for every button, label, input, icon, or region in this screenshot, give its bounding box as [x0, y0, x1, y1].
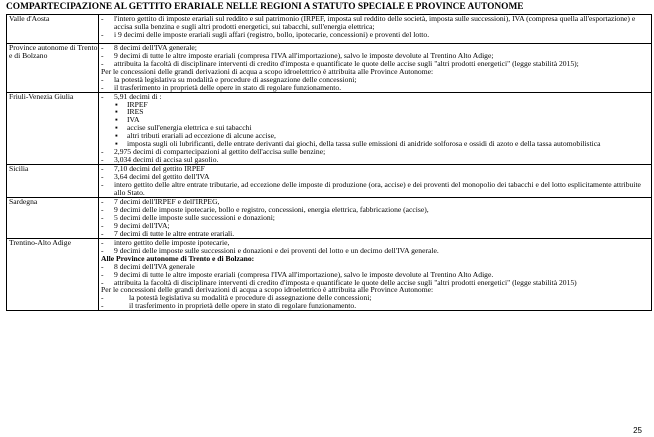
list-item: - 2,975 decimi di compartecipazioni al gettito dell'accisa sulle benzine;	[101, 147, 326, 157]
list-item: - 3,034 decimi di accisa sul gasolio.	[101, 155, 219, 165]
content-cell	[99, 15, 652, 44]
list-item: - i 9 decimi delle imposte erariali sugli affari (registro, bollo, ipotecarie, concessioni) e proventi del lotto.	[101, 29, 430, 39]
bullet-item: ▪ IRPEF	[115, 99, 148, 109]
list-item: - 8 decimi dell'IVA generale	[101, 261, 195, 271]
paragraph: Per le concessioni delle grandi derivazioni di acqua a scopo idroelettrico è attribuita alle Province Autonome:	[101, 66, 434, 76]
list-item: - 7,10 decimi del gettito IRPEF	[101, 164, 205, 174]
list-item: - la potestà legislativa su modalità e procedure di assegnazione delle concessioni;	[101, 293, 372, 303]
content-cell	[99, 165, 652, 198]
square-bullet-icon: ▪	[115, 115, 118, 125]
list-item: - 9 decimi di tutte le altre imposte erariali (compresa l'IVA all'importazione), salvo le imposte devolute al Trentino Alto Adige;	[101, 50, 494, 60]
square-bullet-icon: ▪	[115, 131, 118, 141]
list-item: - attribuita la facoltà di disciplinare interventi di credito d'imposta e quantificate le quote delle accise sugli "altri prodotti energetici" (legge stabilità 2015);	[101, 58, 579, 68]
list-item: - 9 decimi di tutte le altre imposte erariali (compresa l'IVA all'importazione), salvo le imposte devolute al Trentino Alto Adige.	[101, 269, 494, 279]
region-cell: Sicilia	[7, 165, 99, 198]
region-cell: Trentino-Alto Adige	[7, 238, 99, 311]
table-row-sardegna	[7, 197, 652, 238]
list-item: - 3,64 decimi del gettito dell'IVA	[101, 172, 210, 182]
list-item: - intero gettito delle imposte ipotecarie,	[101, 237, 230, 247]
region-cell: Friuli-Venezia Giulia	[7, 92, 99, 165]
page-number: 25	[633, 426, 642, 435]
list-item: - il trasferimento in proprietà delle opere in stato di regolare funzionamento.	[101, 301, 357, 311]
square-bullet-icon: ▪	[115, 123, 118, 133]
table-row-trento-bolzano	[7, 43, 652, 92]
bullet-item: ▪ IRES	[115, 107, 144, 117]
bullet-item: ▪ accise sull'energia elettrica e sui tabacchi	[115, 123, 252, 133]
document-title: COMPARTECIPAZIONE AL GETTITO ERARIALE NELLE REGIONI A STATUTO SPECIALE E PROVINCE AUTONOME	[6, 2, 524, 12]
table-row-sicilia	[7, 165, 652, 198]
table-row-friuli	[7, 92, 652, 165]
list-item: - 5,91 decimi di :	[101, 91, 162, 101]
table-row-trentino-alto-adige	[7, 238, 652, 311]
list-item: - attribuita la facoltà di disciplinare interventi di credito d'imposta e quantificate le quote delle accise sugli "altri prodotti energetici" (legge stabilità 2015)	[101, 277, 577, 287]
paragraph: Per le concessioni delle grandi derivazioni di acqua a scopo idroelettrico è attribuita alle Province Autonome:	[101, 285, 434, 295]
list-item: - 5 decimi delle imposte sulle successioni e donazioni;	[101, 212, 275, 222]
list-item: - il trasferimento in proprietà delle opere in stato di regolare funzionamento.	[101, 82, 342, 92]
list-item: - la potestà legislativa su modalità e procedure di assegnazione delle concessioni;	[101, 74, 357, 84]
list-item: - 8 decimi dell'IVA generale;	[101, 42, 197, 52]
list-item: - 9 decimi delle imposte sulle successioni e donazioni e dei proventi del lotto e un decimo dell'IVA generale.	[101, 245, 439, 255]
square-bullet-icon: ▪	[115, 107, 118, 117]
list-item: - 9 decimi delle imposte ipotecarie, bollo e registro, concessioni, energia elettrica, fabbricazione (accise),	[101, 204, 429, 214]
content-cell	[99, 92, 652, 165]
list-item: - 7 decimi dell'IRPEF e dell'IRPEG,	[101, 196, 220, 206]
region-cell: Valle d'Aosta	[7, 15, 99, 44]
list-item: - 9 decimi dell'IVA;	[101, 220, 170, 230]
list-item: - 7 decimi di tutte le altre entrate erariali.	[101, 228, 235, 238]
list-item: - l'intero gettito di imposte erariali sul reddito e sul patrimonio (IRPEF, imposta sul reddito delle società, imposta sulle successioni), IVA (compresa quella all'esportazione) e accisa sulla benzina e sugli altri prodotti energetici, sui tabacchi, sull'energia elettrica;	[101, 14, 636, 31]
section-heading: Alle Province autonome di Trento e di Bolzano:	[101, 253, 255, 263]
table-row-valle-daosta	[7, 15, 652, 44]
bullet-item: ▪ altri tributi erariali ad eccezione di alcune accise,	[115, 131, 276, 141]
square-bullet-icon: ▪	[115, 99, 118, 109]
bullet-item: ▪ IVA	[115, 115, 140, 125]
compartecipazione-table	[6, 14, 652, 311]
square-bullet-icon: ▪	[115, 139, 118, 149]
bullet-item: ▪ imposta sugli oli lubrificanti, delle entrate derivanti dai giochi, della tassa sulle emissioni di anidride solforosa e ossidi di azoto e della tassa automobilistica	[115, 139, 601, 149]
region-cell: Province autonome di Trento e di Bolzano	[7, 43, 99, 92]
content-cell	[99, 197, 652, 238]
content-cell	[99, 238, 652, 311]
content-cell	[99, 43, 652, 92]
list-item: - intero gettito delle altre entrate tributarie, ad eccezione delle imposte di produzione (ora, accise) e dei proventi del monopolio dei tabacchi e del lotto esplicitamente attribuite allo Stato.	[101, 180, 641, 198]
region-cell: Sardegna	[7, 197, 99, 238]
